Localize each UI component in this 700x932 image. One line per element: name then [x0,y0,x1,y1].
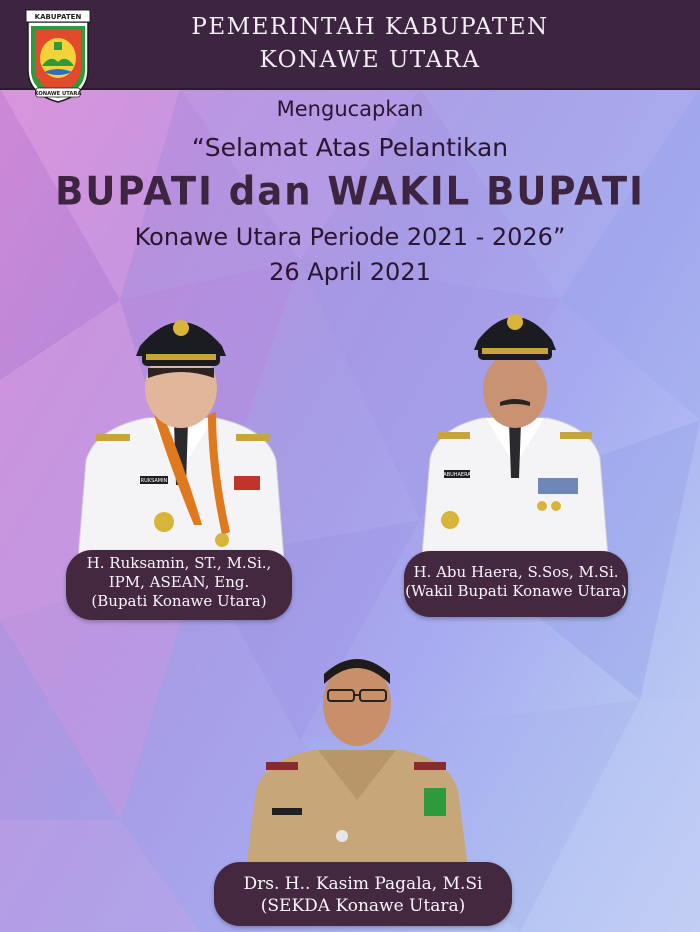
sekda-caption [214,862,512,926]
kabupaten-logo-emblem [22,8,94,104]
bupati-portrait [76,300,286,560]
bupati-name-line2: IPM, ASEAN, Eng. [108,573,250,591]
sekda-title: (SEKDA Konawe Utara) [260,896,466,916]
header-title-line1: PEMERINTAH KABUPATEN [191,14,549,40]
logo-top-text: KABUPATEN [34,13,82,21]
greeting-date: 26 April 2021 [269,258,431,286]
header-bar [0,0,700,90]
wakil-name-tag: ABUHAERA [443,472,471,478]
bupati-caption [66,550,292,620]
sekda-portrait [246,650,468,868]
bupati-title: (Bupati Konawe Utara) [91,592,267,610]
wakil-bupati-caption [404,551,628,617]
wakil-title: (Wakil Bupati Konawe Utara) [405,582,627,600]
bupati-name-line1: H. Ruksamin, ST., M.Si., [86,554,272,572]
greeting-headline: BUPATI dan WAKIL BUPATI [55,168,645,215]
greeting-congrats: “Selamat Atas Pelantikan [191,133,509,162]
greeting-period: Konawe Utara Periode 2021 - 2026” [134,223,566,251]
header-title-line2: KONAWE UTARA [259,47,481,73]
wakil-name-line1: H. Abu Haera, S.Sos, M.Si. [413,563,619,581]
bupati-name-tag: RUKSAMIN [140,478,168,484]
greeting-intro: Mengucapkan [276,97,424,121]
sekda-name-line1: Drs. H.. Kasim Pagala, M.Si [243,874,483,894]
logo-bottom-text: KONAWE UTARA [34,91,82,97]
wakil-bupati-portrait [420,298,610,556]
